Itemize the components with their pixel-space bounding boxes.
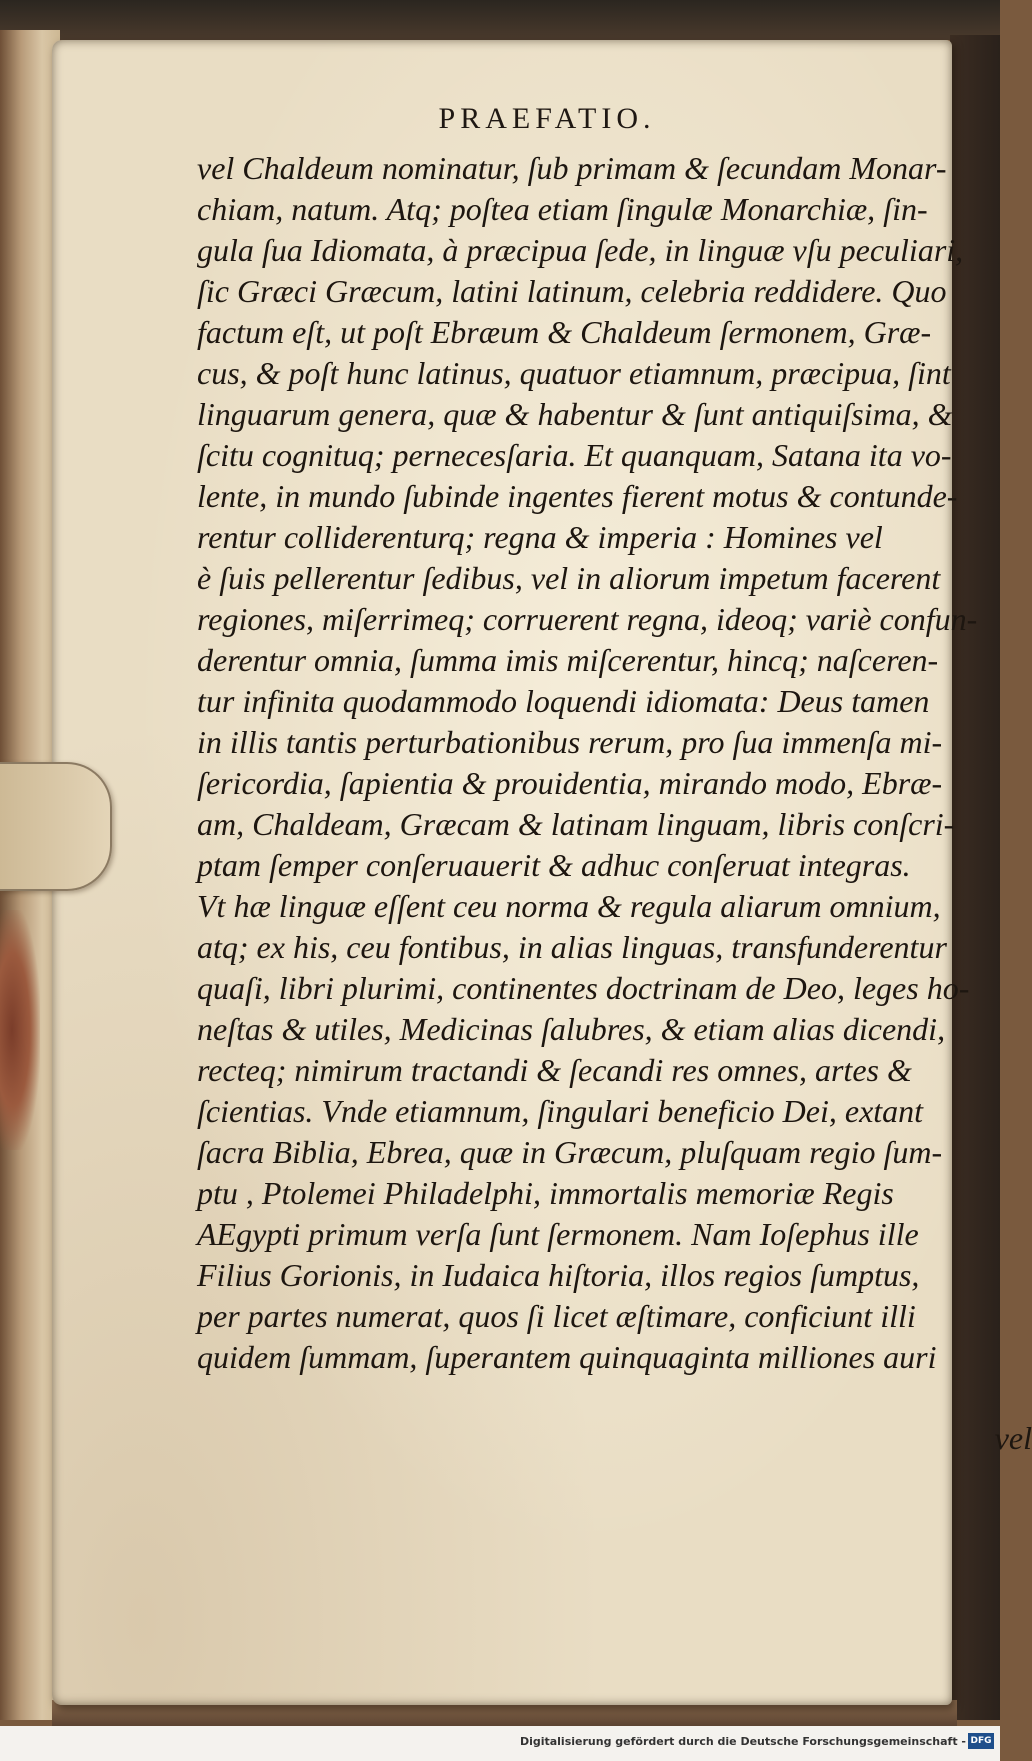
text-line: lente, in mundo ſubinde ingentes fierent motus & contunde- (197, 478, 958, 514)
text-line: chiam, natum. Atq; poſtea etiam ſingulæ Monarchiæ, ſin- (197, 191, 928, 227)
bookmark-tab (0, 762, 112, 891)
text-line: Filius Gorionis, in Iudaica hiſtoria, illos regios ſumptus, (197, 1257, 920, 1293)
text-line: ptu , Ptolemei Philadelphi, immortalis memoriæ Regis (197, 1175, 894, 1211)
footer-bar (0, 1726, 1000, 1761)
text-line: AEgypti primum verſa ſunt ſermonem. Nam Ioſephus ille (197, 1216, 919, 1252)
funding-credit: Digitalisierung gefördert durch die Deutsche Forschungsgemeinschaft - (519, 1735, 966, 1748)
running-head: PRAEFATIO. (438, 102, 656, 135)
book-page (52, 40, 1032, 1705)
text-line: cus, & poſt hunc latinus, quatuor etiamnum, præcipua, ſint (197, 355, 951, 391)
text-line: regiones, miſerrimeq; corruerent regna, ideoq; variè confun- (197, 601, 978, 637)
page-body-text (197, 148, 1027, 1378)
text-line: derentur omnia, ſumma imis miſcerentur, hincq; naſceren- (197, 642, 939, 678)
text-line: linguarum genera, quæ & habentur & ſunt antiquiſsima, & (197, 396, 953, 432)
text-line: in illis tantis perturbationibus rerum, pro ſua immenſa mi- (197, 724, 943, 760)
catchword: vel (994, 1420, 1032, 1456)
text-line: am, Chaldeam, Græcam & latinam linguam, libris conſcri- (197, 806, 955, 842)
text-line: atq; ex his, ceu fontibus, in alias linguas, transfunderentur (197, 929, 947, 965)
text-line: ſic Græci Græcum, latini latinum, celebria reddidere. Quo (197, 273, 947, 309)
dfg-logo-icon: DFG (968, 1733, 994, 1749)
text-line: ſcitu cognituq; pernecesſaria. Et quanquam, Satana ita vo- (197, 437, 952, 473)
text-line: quidem ſummam, ſuperantem quinquaginta milliones auri (197, 1339, 937, 1375)
binding-stain (0, 910, 40, 1150)
text-line: ſcientias. Vnde etiamnum, ſingulari beneficio Dei, extant (197, 1093, 924, 1129)
text-line: ſericordia, ſapientia & prouidentia, mirando modo, Ebræ- (197, 765, 943, 801)
text-line: tur infinita quodammodo loquendi idiomata: Deus tamen (197, 683, 930, 719)
text-line: ſacra Biblia, Ebrea, quæ in Græcum, pluſquam regio ſum- (197, 1134, 943, 1170)
text-line: per partes numerat, quos ſi licet æſtimare, conficiunt illi (197, 1298, 916, 1334)
text-line: quaſi, libri plurimi, continentes doctrinam de Deo, leges ho- (197, 970, 970, 1006)
text-line: factum eſt, ut poſt Ebræum & Chaldeum ſermonem, Græ- (197, 314, 932, 350)
text-line: ptam ſemper conſeruauerit & adhuc conſeruat integras. (197, 847, 911, 883)
text-line: neſtas & utiles, Medicinas ſalubres, & etiam alias dicendi, (197, 1011, 946, 1047)
text-line: gula ſua Idiomata, à præcipua ſede, in linguæ vſu peculiari, (197, 232, 964, 268)
text-line: vel Chaldeum nominatur, ſub primam & ſecundam Monar- (197, 150, 947, 186)
text-line: recteq; nimirum tractandi & ſecandi res omnes, artes & (197, 1052, 912, 1088)
scan-top-edge (0, 0, 1000, 40)
text-line: è ſuis pellerentur ſedibus, vel in aliorum impetum facerent (197, 560, 941, 596)
text-line: Vt hæ linguæ eſſent ceu norma & regula aliarum omnium, (197, 888, 941, 924)
text-line: rentur colliderenturq; regna & imperia : Homines vel (197, 519, 883, 555)
